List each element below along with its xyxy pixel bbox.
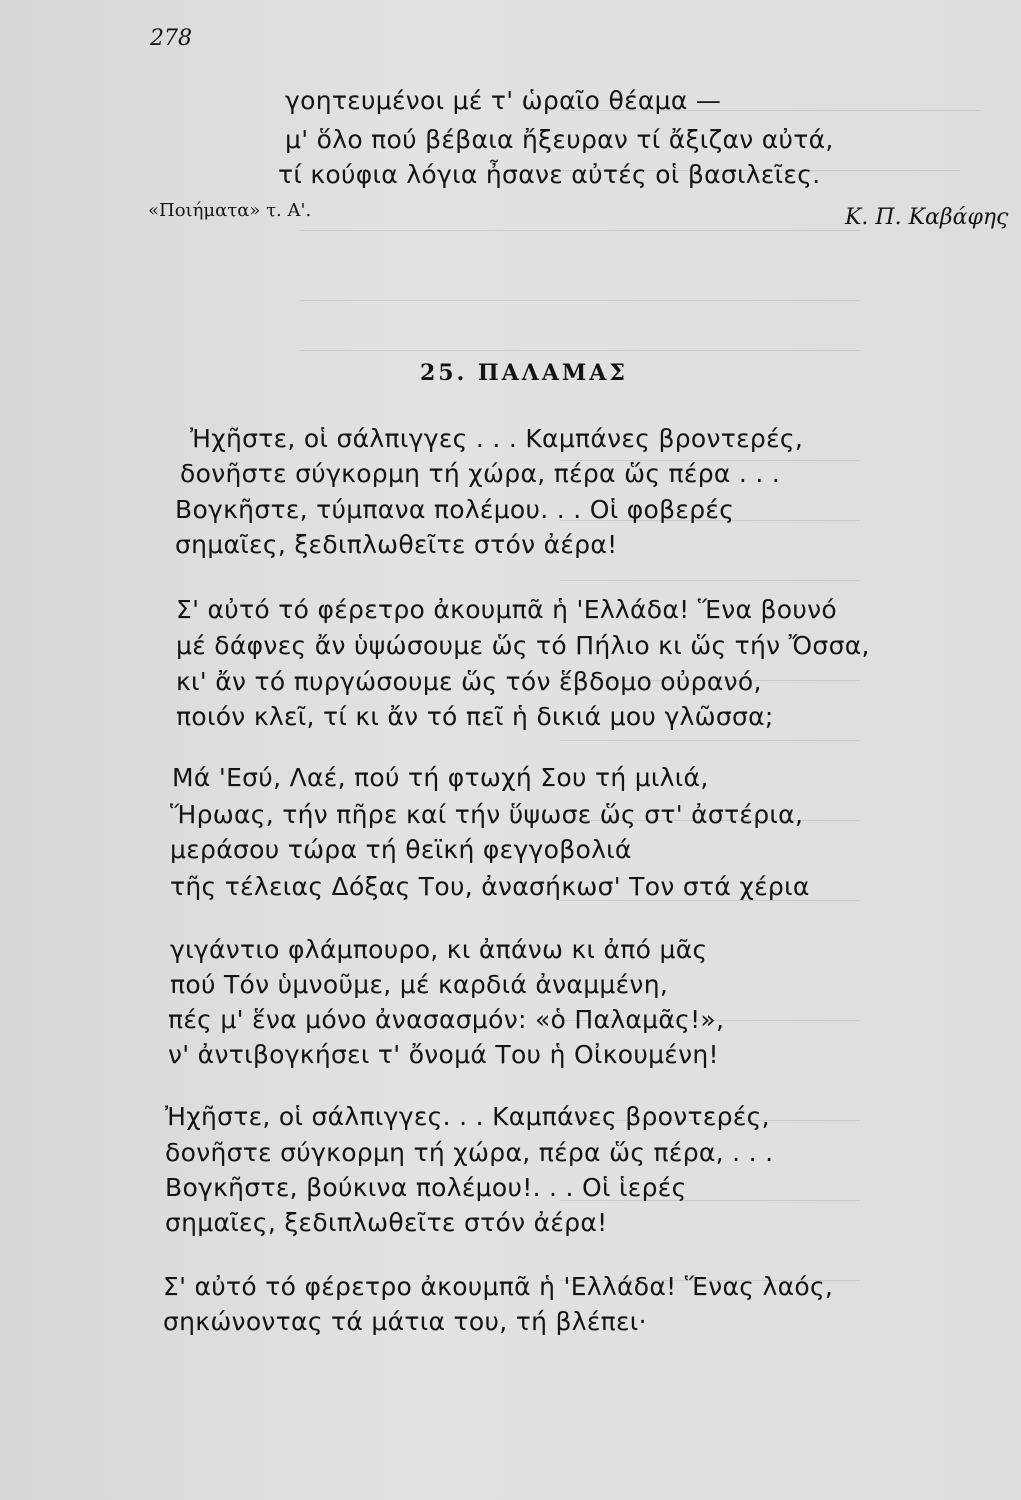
poem-line: Βογκῆστε, βούκινα πολέμου!. . . Οἱ ἱερές xyxy=(165,1173,687,1202)
poem-line: δονῆστε σύγκορμη τή χώρα, πέρα ὥς πέρα . . . xyxy=(180,459,781,488)
poem-line: γιγάντιο φλάμπουρο, κι ἀπάνω κι ἀπό μᾶς xyxy=(170,935,708,964)
poem-line: μέ δάφνες ἄν ὑψώσουμε ὥς τό Πήλιο κι ὥς τήν Ὄσσα, xyxy=(176,631,870,660)
page-number: 278 xyxy=(150,26,192,51)
previous-poem-line: γοητευμένοι μέ τ' ὡραῖο θέαμα — xyxy=(285,86,722,115)
poem-line: σημαῖες, ξεδιπλωθεῖτε στόν ἀέρα! xyxy=(165,1208,608,1237)
poem-line: μεράσου τώρα τή θεϊκή φεγγοβολιά xyxy=(170,835,632,864)
poem-line: τῆς τέλειας Δόξας Του, ἀνασήκωσ' Τον στά χέρια xyxy=(170,872,810,901)
poem-line: Βογκῆστε, τύμπανα πολέμου. . . Οἱ φοβερές xyxy=(175,495,735,524)
poem-line: Ἠχῆστε, οἱ σάλπιγγες. . . Καμπάνες βροντερές, xyxy=(165,1102,770,1131)
poem-line: Μά 'Εσύ, Λαέ, πού τή φτωχή Σου τή μιλιά, xyxy=(172,763,709,792)
poem-source: «Ποιήματα» τ. Α'. xyxy=(148,200,312,221)
poem-line: Ἥρωας, τήν πῆρε καί τήν ὕψωσε ὥς στ' ἀστέρια, xyxy=(170,800,804,829)
poem-line: ν' ἀντιβογκήσει τ' ὄνομά Του ἡ Οἰκουμένη! xyxy=(168,1040,719,1069)
poem-line: πές μ' ἕνα μόνο ἀνασασμόν: «ὁ Παλαμᾶς!», xyxy=(168,1005,725,1034)
poem-line: Σ' αὐτό τό φέρετρο ἀκουμπᾶ ἡ 'Ελλάδα! Ἕνα βουνό xyxy=(176,595,837,624)
poem-line: πού Τόν ὑμνοῦμε, μέ καρδιά ἀναμμένη, xyxy=(170,970,669,999)
previous-poem-line: τί κούφια λόγια ἦσανε αὐτές οἱ βασιλεῖες. xyxy=(278,160,821,189)
poem-line: Σ' αὐτό τό φέρετρο ἀκουμπᾶ ἡ 'Ελλάδα! Ἕνας λαός, xyxy=(163,1272,834,1301)
poem-line: ποιόν κλεῖ, τί κι ἄν τό πεῖ ἡ δικιά μου γλῶσσα; xyxy=(176,702,774,731)
poem-line: σημαῖες, ξεδιπλωθεῖτε στόν ἀέρα! xyxy=(175,530,618,559)
previous-poem-line: μ' ὅλο πού βέβαια ἤξευραν τί ἄξιζαν αὐτά, xyxy=(285,125,834,154)
section-heading: 25. ΠΑΛΑΜΑΣ xyxy=(420,360,628,386)
poem-line: σηκώνοντας τά μάτια του, τή βλέπει· xyxy=(163,1307,647,1336)
poem-line: κι' ἄν τό πυργώσουμε ὥς τόν ἕβδομο οὐρανό, xyxy=(176,667,762,696)
poem-author: Κ. Π. Καβάφης xyxy=(845,205,1009,230)
poem-line: Ἠχῆστε, οἱ σάλπιγγες . . . Καμπάνες βροντερές, xyxy=(190,424,804,453)
poem-line: δονῆστε σύγκορμη τή χώρα, πέρα ὥς πέρα, . . . xyxy=(165,1138,774,1167)
